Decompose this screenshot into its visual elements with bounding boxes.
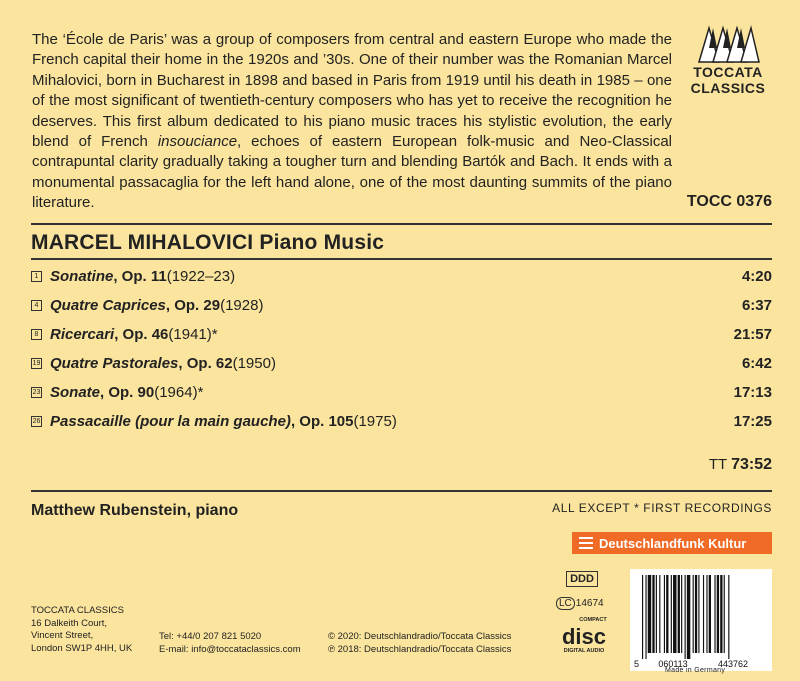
barcode-digit-1: 5 bbox=[634, 659, 640, 669]
track-row bbox=[31, 349, 772, 378]
cd-compact-text: COMPACT bbox=[579, 617, 607, 623]
dlf-bars-icon bbox=[579, 537, 593, 549]
track-work: Sonatine bbox=[50, 268, 114, 285]
barcode-digits-2: 060113 bbox=[658, 659, 688, 669]
cd-digital-text: DIGITAL AUDIO bbox=[563, 648, 605, 654]
track-work: Quatre Pastorales bbox=[50, 355, 179, 372]
email-address: E-mail: info@toccataclassics.com bbox=[159, 643, 301, 655]
track-work: Passacaille (pour la main gauche) bbox=[50, 413, 291, 430]
address-line: London SW1P 4HH, UK bbox=[31, 642, 133, 654]
track-opus: , Op. 105 bbox=[290, 413, 354, 430]
ddd-badge: DDD bbox=[566, 571, 598, 587]
track-row bbox=[31, 291, 772, 320]
partner-name: Deutschlandfunk Kultur bbox=[599, 535, 747, 551]
lc-prefix: LC bbox=[556, 597, 575, 610]
performer-credit: Matthew Rubenstein, piano bbox=[31, 502, 239, 519]
track-opus: , Op. 62 bbox=[178, 355, 233, 372]
track-number: 1 bbox=[31, 271, 42, 282]
barcode bbox=[630, 569, 772, 671]
track-opus: , Op. 11 bbox=[113, 268, 167, 285]
toccata-logo bbox=[677, 24, 779, 96]
track-number: 23 bbox=[32, 389, 41, 396]
intro-text-2: , echoes of eastern European folk-music and Neo-Classical contrapuntal clarity gradually taking a tougher turn and blending Bartók and Bach. It ends with a monumental passacaglia for the left hand alone, one of the most daunting summits of the piano literature. bbox=[32, 133, 672, 212]
track-opus: , Op. 90 bbox=[100, 384, 155, 401]
track-row bbox=[31, 407, 772, 436]
composer-name: MARCEL MIHALOVICI bbox=[31, 231, 254, 254]
publisher-address bbox=[31, 605, 132, 655]
track-work: Ricercari bbox=[50, 326, 115, 343]
phonogram-line: ℗ 2018: Deutschlandradio/Toccata Classics bbox=[328, 643, 512, 655]
deutschlandfunk-logo bbox=[572, 532, 772, 554]
track-duration: 6:42 bbox=[741, 355, 772, 372]
address-line: 16 Dalkeith Court, bbox=[31, 617, 108, 629]
logo-line-2: CLASSICS bbox=[690, 80, 766, 96]
barcode-digits-3: 443762 bbox=[717, 659, 749, 669]
compact-disc-logo-icon bbox=[555, 614, 613, 654]
cd-disc-text: disc bbox=[561, 624, 607, 649]
track-number: 8 bbox=[31, 329, 42, 340]
copyright-notice bbox=[328, 631, 511, 656]
track-duration: 6:37 bbox=[741, 297, 772, 314]
track-date: (1950) bbox=[232, 355, 276, 372]
top-divider bbox=[31, 223, 772, 225]
total-label: TT bbox=[708, 456, 732, 473]
track-number: 19 bbox=[32, 360, 41, 367]
total-time bbox=[709, 456, 772, 474]
track-date: (1922–23) bbox=[166, 268, 236, 285]
album-subtitle: Piano Music bbox=[259, 231, 385, 254]
track-date: (1964)* bbox=[154, 384, 204, 401]
intro-italic: insouciance bbox=[157, 133, 238, 151]
track-list bbox=[31, 262, 772, 436]
track-date: (1941)* bbox=[168, 326, 218, 343]
piano-keys-icon bbox=[695, 24, 761, 64]
address-line: TOCCATA CLASSICS bbox=[31, 605, 124, 616]
track-number: 4 bbox=[31, 300, 42, 311]
track-row bbox=[31, 262, 772, 291]
album-title bbox=[31, 231, 384, 255]
track-work: Sonate bbox=[50, 384, 101, 401]
publisher-contact bbox=[159, 631, 301, 656]
bottom-divider bbox=[31, 490, 772, 492]
track-opus: , Op. 46 bbox=[114, 326, 169, 343]
logo-line-1: TOCCATA bbox=[693, 64, 763, 80]
lc-number: 14674 bbox=[575, 598, 604, 609]
total-value: 73:52 bbox=[731, 456, 772, 473]
catalog-number: TOCC 0376 bbox=[686, 193, 772, 210]
made-in-note: Made in Germany bbox=[665, 667, 726, 674]
phone-number: Tel: +44/0 207 821 5020 bbox=[159, 631, 262, 642]
track-date: (1975) bbox=[353, 413, 397, 430]
track-duration: 4:20 bbox=[741, 268, 772, 285]
label-code bbox=[556, 597, 604, 610]
copyright-line: © 2020: Deutschlandradio/Toccata Classics bbox=[328, 631, 512, 642]
intro-text-1: The ‘École de Paris’ was a group of composers from central and eastern Europe who made the French capital their home in the 1920s and ’30s. One of their number was the Romanian Marcel Mihalovici, born in Bucharest in 1898 and based in Paris from 1919 until his death in 1985 – one of the most significant of twentieth-century composers who has yet to receive the recognition he deserves. This first album dedicated to his piano music traces his stylistic evolution, the early blend of French bbox=[32, 31, 672, 151]
intro-paragraph bbox=[32, 30, 672, 214]
track-row bbox=[31, 320, 772, 349]
track-date: (1928) bbox=[220, 297, 264, 314]
track-work: Quatre Caprices bbox=[50, 297, 166, 314]
first-recordings-note: ALL EXCEPT * FIRST RECORDINGS bbox=[552, 501, 772, 515]
track-duration: 17:13 bbox=[733, 384, 772, 401]
track-opus: , Op. 29 bbox=[165, 297, 221, 314]
address-line: Vincent Street, bbox=[31, 630, 94, 641]
track-duration: 21:57 bbox=[733, 326, 772, 343]
track-row bbox=[31, 378, 772, 407]
track-number: 26 bbox=[32, 418, 41, 425]
title-divider bbox=[31, 258, 772, 260]
track-duration: 17:25 bbox=[733, 413, 772, 430]
